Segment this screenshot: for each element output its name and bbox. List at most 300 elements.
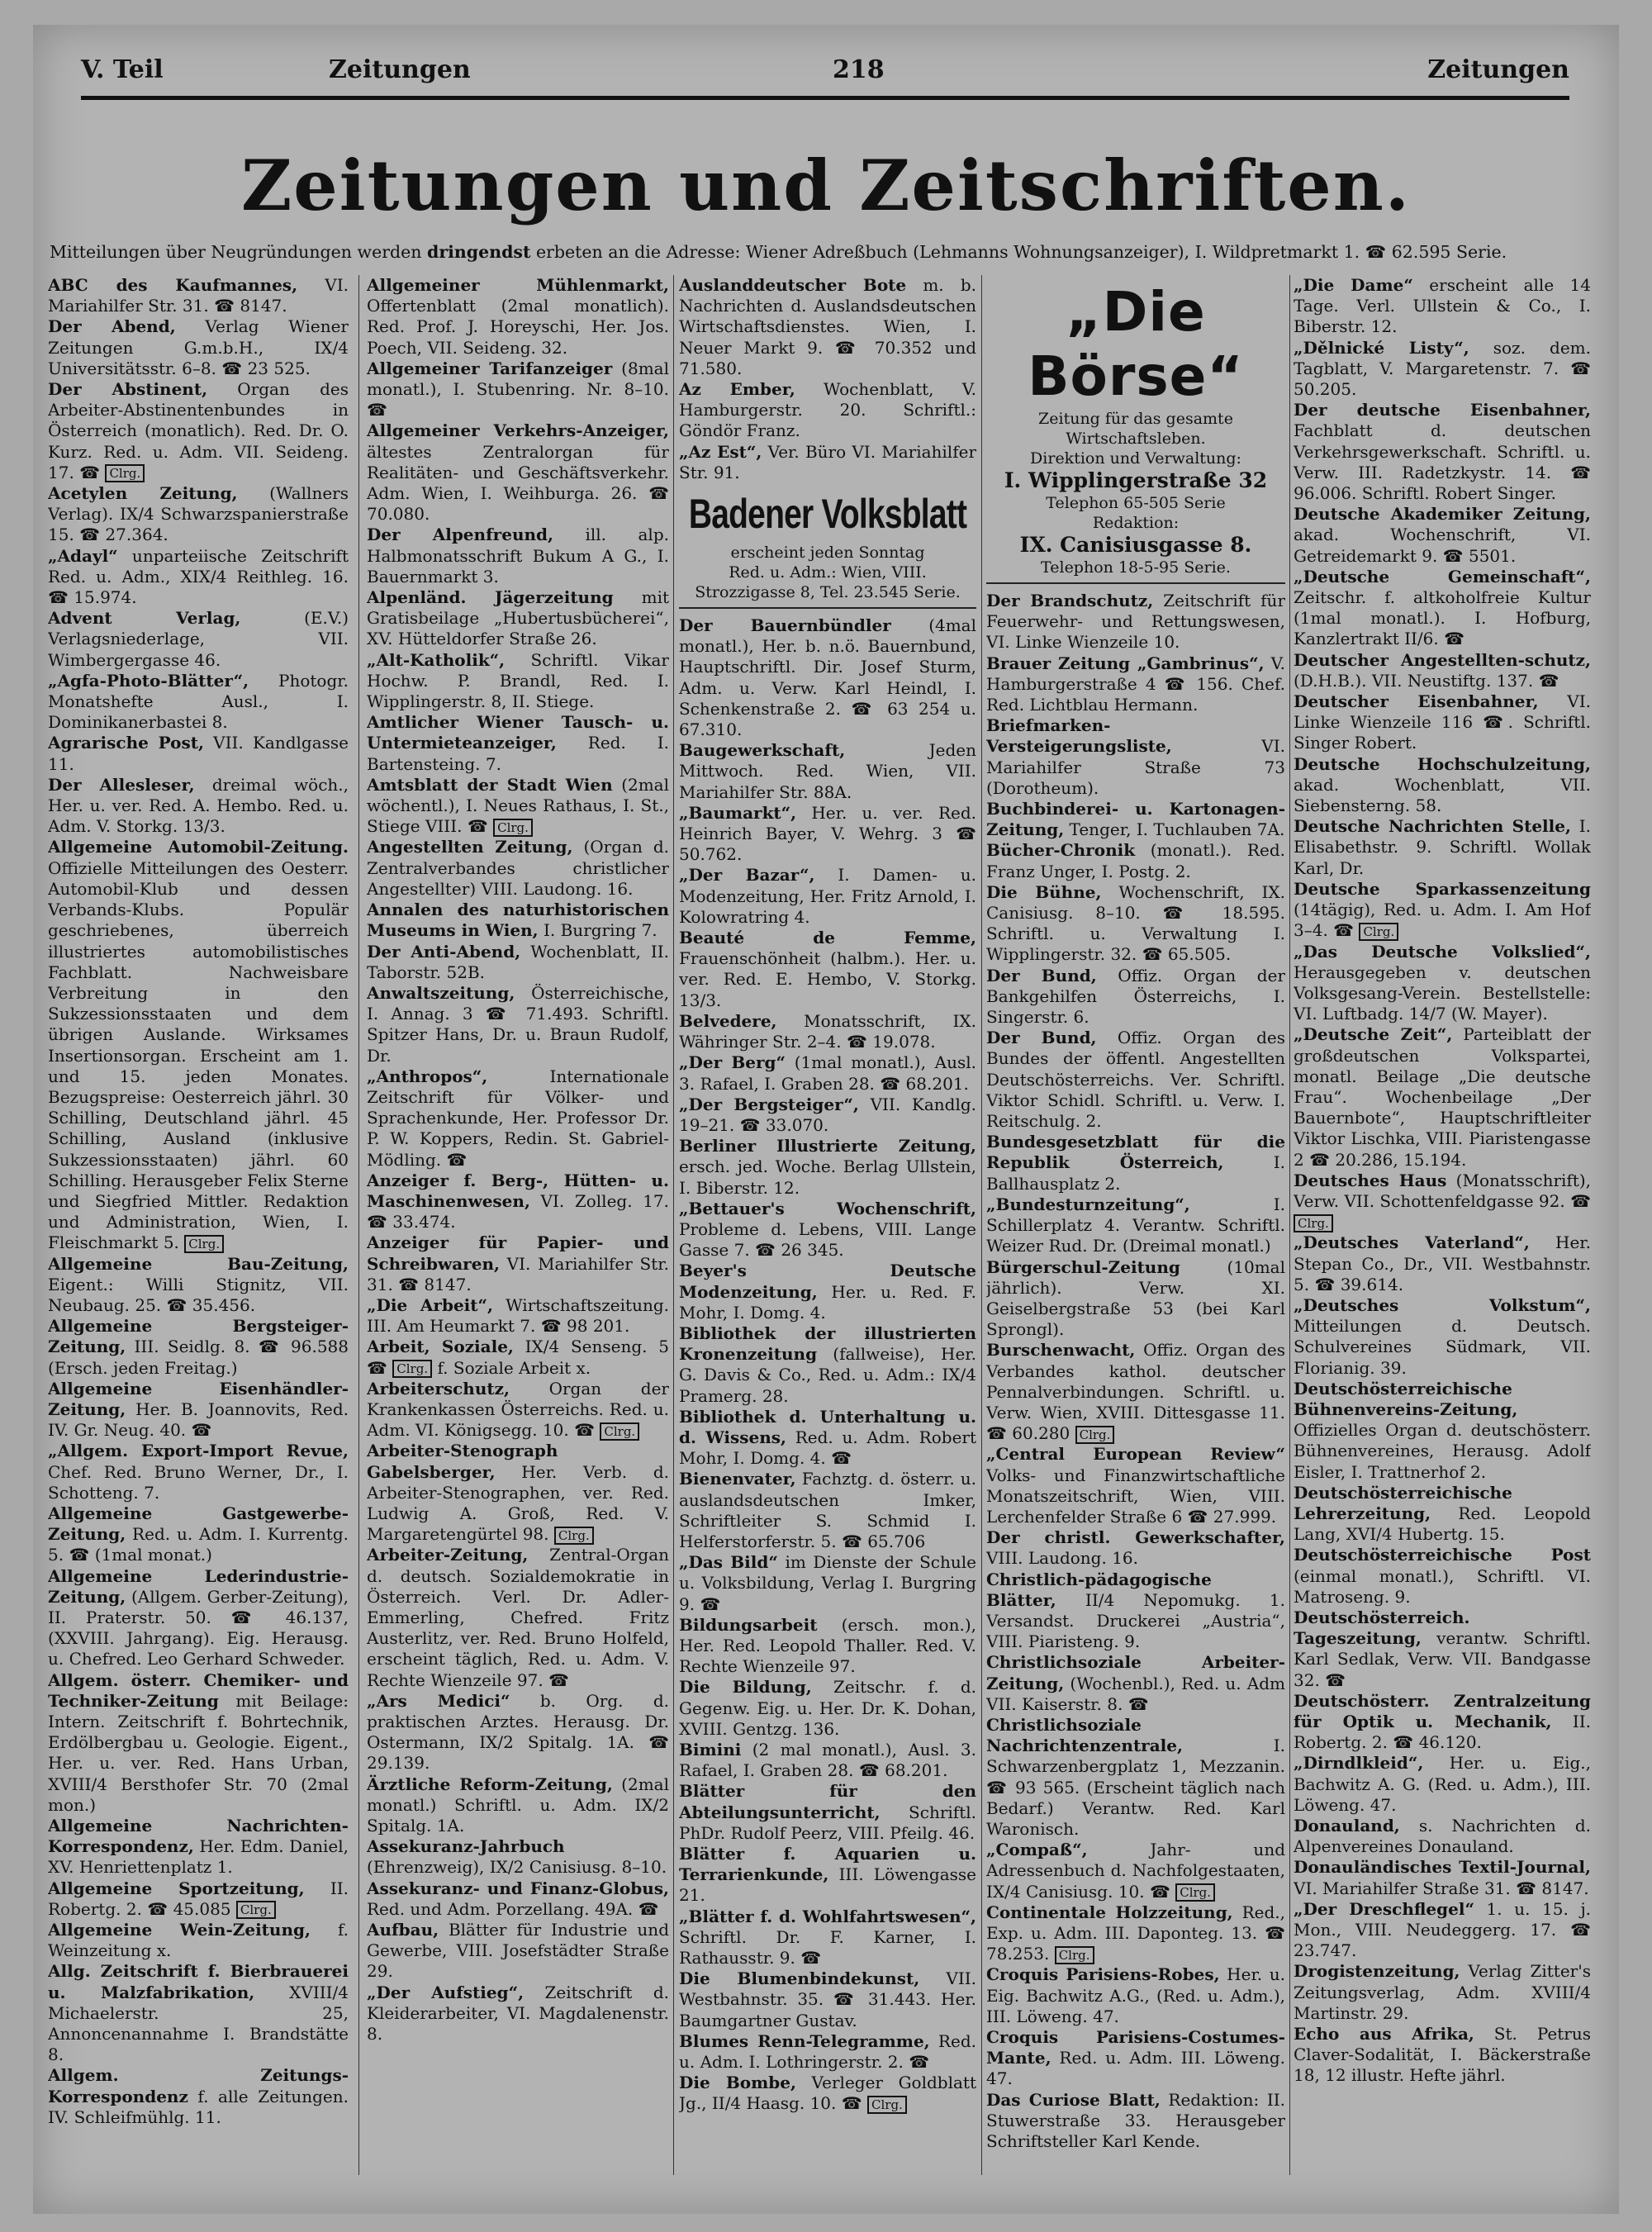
- listing-entry: [367, 1545, 669, 1690]
- listing-entry: [986, 1132, 1285, 1194]
- listing-entry: [48, 1961, 349, 2065]
- ad-line-l4: Telephon 65-505 Serie: [1046, 494, 1226, 512]
- listing-details: III. Löwengasse 21.: [679, 1864, 976, 1906]
- listing-entry: [1294, 691, 1591, 754]
- listing-entry: [367, 1295, 669, 1337]
- listing-title: „Adayl“: [48, 545, 118, 566]
- listing-title: „Deutsche Gemeinschaft“,: [1294, 566, 1591, 586]
- listing-details: Volks- und Finanzwirtschaftliche Monatszeitschrift, Wien, VIII. Lerchenfelder Straße 6 ☎ 27.999.: [986, 1465, 1285, 1527]
- listing-details: (einmal monatl.), Schriftl. VI. Matroseng. 9.: [1294, 1565, 1591, 1607]
- listing-title: Anwaltszeitung,: [367, 982, 515, 1003]
- listing-title: Blätter f. Aquarien u. Terrarienkunde,: [679, 1844, 976, 1885]
- listing-details: f. Weinzeitung x.: [48, 1920, 349, 1961]
- listing-entry: [986, 1715, 1285, 1840]
- listing-title: Bundesgesetzblatt für die Republik Österreich,: [986, 1132, 1285, 1173]
- listing-title: Burschenwacht,: [986, 1340, 1136, 1361]
- listing-entry: [679, 1907, 976, 1969]
- listing-entry: [48, 671, 349, 734]
- running-header: [81, 48, 1569, 89]
- listing-title: Deutsche Hochschulzeitung,: [1294, 753, 1591, 774]
- listing-details: Eigent.: Willi Stignitz, VII. Neubaug. 25. ☎ 35.456.: [48, 1274, 349, 1315]
- listing-details: VI. Mariahilfer Str. 31. ☎ 8147.: [48, 275, 349, 316]
- listing-title: „Dělnické Listy“,: [1294, 337, 1469, 358]
- clearing-badge: Clrg.: [105, 464, 145, 482]
- listing-details: Verlag Zitter's Zeitungsverlag, Adm. XVIII/4 Martinstr. 29.: [1294, 1961, 1591, 2023]
- listing-details: verantw. Schriftl. Karl Sedlak, Verw. VII. Bandgasse 32. ☎: [1294, 1628, 1591, 1690]
- listing-title: Die Bühne,: [986, 881, 1102, 902]
- submission-notice: [50, 242, 1615, 262]
- listing-title: Deutsche Nachrichten Stelle,: [1294, 816, 1571, 837]
- listing-entry: [679, 1469, 976, 1552]
- listing-details: s. Nachrichten d. Alpenvereines Donauland.: [1294, 1816, 1591, 1857]
- listing-details: IX/4 Senseng. 5 ☎: [367, 1337, 669, 1378]
- listing-details: Red., Exp. u. Adm. III. Daponteg. 13. ☎ 78.253.: [986, 1902, 1285, 1964]
- listing-entry: [367, 1691, 669, 1774]
- section-label-left: Zeitungen: [329, 55, 471, 84]
- listing-entry: [679, 1407, 976, 1470]
- listing-title: „Die Arbeit“,: [367, 1294, 493, 1315]
- listing-title: Christlich-pädagogische Blätter,: [986, 1569, 1212, 1610]
- listing-details: (2mal wöchentl.), I. Neues Rathaus, I. St., Stiege VIII. ☎: [367, 774, 669, 837]
- listing-entry: [679, 2073, 976, 2114]
- listing-entry: [986, 2027, 1285, 2090]
- listing-title: Der Bund,: [986, 1028, 1097, 1048]
- listing-entry: [367, 275, 669, 359]
- listing-details: ersch. jed. Woche. Berlag Ullstein, I. Biberstr. 12.: [679, 1156, 976, 1198]
- listing-title: Bienenvater,: [679, 1469, 796, 1489]
- listing-title: Berliner Illustrierte Zeitung,: [679, 1136, 976, 1156]
- listing-entry: [986, 1652, 1285, 1715]
- listing-entry: [48, 546, 349, 609]
- listing-entry: [986, 1527, 1285, 1569]
- listing-details: St. Petrus Claver-Sodalität, I. Bäckerstraße 18, 12 illustr. Hefte jährl.: [1294, 2024, 1591, 2086]
- listing-entry: [48, 1920, 349, 1961]
- listing-title: Der deutsche Eisenbahner,: [1294, 400, 1591, 420]
- listing-title: Bildungsarbeit: [679, 1614, 818, 1635]
- listing-details: (1mal monatl.), Ausl. 3. Rafael, I. Graben 28. ☎ 68.201.: [679, 1052, 976, 1094]
- listing-details: I. Schillerplatz 4. Verantw. Schriftl. Weizer Rud. Dr. (Dreimal monatl.): [986, 1194, 1285, 1256]
- listing-title: Allgemeine Automobil-Zeitung.: [48, 837, 349, 857]
- listing-details: Her. u. Eig. Bachwitz A.G., (Red. u. Adm.), III. Löweng. 47.: [986, 1964, 1285, 2026]
- listing-entry: [1294, 942, 1591, 1025]
- listing-entry: [367, 525, 669, 587]
- ad-line-l3: I. Wipplingerstraße 32: [1004, 468, 1268, 492]
- listing-entry: [1294, 275, 1591, 338]
- listing-entry: [367, 712, 669, 775]
- listing-details: Wochenschrift, IX. Canisiusg. 8–10. ☎ 18.595. Schriftl. u. Verwaltung I. Wipplingerstr. 32. ☎ 65.505.: [986, 881, 1285, 965]
- ad-title: „Die Börse“: [1028, 280, 1244, 408]
- listing-entry: [1294, 1816, 1591, 1857]
- listing-details: Zeitschr. f. altkoholfreie Kultur (1mal monatl.). I. Hofburg, Kanzlertrakt II/6. ☎: [1294, 587, 1591, 649]
- listing-entry: [1294, 1379, 1591, 1483]
- listing-entry: [367, 420, 669, 525]
- listing-details: Photogr. Monatshefte Ausl., I. Dominikanerbastei 8.: [48, 670, 349, 733]
- listing-title: Allgemeine Gastgewerbe-Zeitung,: [48, 1503, 349, 1545]
- listing-details: VI. Zolleg. 17. ☎ 33.474.: [367, 1190, 669, 1232]
- listing-entry: [1294, 816, 1591, 879]
- listing-title: Croquis Parisiens-Robes,: [986, 1964, 1220, 1985]
- listing-details: Wochenblatt, II. Taborstr. 52B.: [367, 941, 669, 982]
- listing-entry: [48, 837, 349, 1253]
- listing-entry: [679, 1781, 976, 1844]
- listing-title: Baugewerkschaft,: [679, 740, 846, 761]
- listing-entry: [1294, 400, 1591, 504]
- listing-entry: [367, 1171, 669, 1233]
- listing-entry: [48, 775, 349, 838]
- listing-entry: [679, 1552, 976, 1615]
- part-label: V. Teil: [81, 55, 164, 84]
- listing-details: Tenger, I. Tuchlauben 7A.: [1064, 819, 1285, 840]
- listing-entry: [679, 1677, 976, 1740]
- listing-details: (fallweise), Her. G. Davis & Co., Red. u. Adm.: IX/4 Pramerg. 28.: [679, 1344, 976, 1406]
- listing-details: Ver. Büro VI. Mariahilfer Str. 91.: [679, 441, 976, 482]
- listing-details: Zentral-Organ d. deutsch. Sozialdemokratie in Österreich. Verl. Dr. Adler-Emmerling, Chefred. Fritz Austerlitz, ver. Red. Bruno Holfeld, erscheint täglich, Red. u. Adm. V. Rechte Wienzeile 97. ☎: [367, 1545, 669, 1690]
- listing-title: Alpenländ. Jägerzeitung: [367, 587, 614, 608]
- listing-details: VII. Kandlgasse 11.: [48, 733, 349, 774]
- listing-title: Belvedere,: [679, 1010, 777, 1031]
- listing-entry: [679, 1199, 976, 1261]
- listing-details: Zeitschr. f. d. Gegenw. Eig. u. Her. Dr. K. Dohan, XVIII. Gentzg. 136.: [679, 1677, 976, 1739]
- listing-entry: [48, 1254, 349, 1317]
- listing-title: Allgemeiner Verkehrs-Anzeiger,: [367, 420, 669, 441]
- listing-entry: [48, 379, 349, 483]
- listing-entry: [679, 865, 976, 928]
- listing-entry: [367, 587, 669, 650]
- listing-details: Her. B. Joannovits, Red. IV. Gr. Neug. 40. ☎: [48, 1399, 349, 1441]
- listing-entry: [679, 2031, 976, 2073]
- listing-details: Herausgegeben v. deutschen Volksgesang-Verein. Bestellstelle: VI. Luftbadg. 14/7 (W. Mayer).: [1294, 962, 1591, 1024]
- listing-title: „Bettauer's Wochenschrift,: [679, 1198, 976, 1218]
- listing-entry: [367, 1379, 669, 1441]
- listing-details: V. Hamburgerstraße 4 ☎ 156. Chef. Red. Lichtblau Hermann.: [986, 653, 1285, 715]
- listing-title: Deutsche Sparkassenzeitung: [1294, 878, 1591, 899]
- listing-entry: [367, 1983, 669, 2045]
- listing-title: „Allgem. Export-Import Revue,: [48, 1441, 349, 1461]
- listing-title: „Baumarkt“,: [679, 802, 797, 823]
- listing-entry: [1294, 1171, 1591, 1233]
- listing-title: „Deutsche Zeit“,: [1294, 1024, 1453, 1045]
- listing-title: Continentale Holzzeitung,: [986, 1902, 1233, 1922]
- listing-title: Allgem. Zeitungs-Korrespondenz: [48, 2065, 349, 2106]
- listing-entry: [367, 942, 669, 983]
- listing-entry: [1294, 1024, 1591, 1170]
- listing-details: Mitteilungen d. Deutsch. Schulvereines Südmark, VII. Florianig. 39.: [1294, 1316, 1591, 1378]
- listing-details: Her. u. ver. Red. Heinrich Bayer, V. Wehrg. 3 ☎ 50.762.: [679, 802, 976, 865]
- listing-entry: [679, 1052, 976, 1094]
- listing-title: Az Ember,: [679, 379, 795, 400]
- listing-details: Internationale Zeitschrift für Völker- und Sprachenkunde, Her. Professor Dr. P. W. Koppers, Redin. St. Gabriel-Mödling. ☎: [367, 1066, 669, 1170]
- notice-emphasis: dringendst: [426, 242, 531, 262]
- listing-title: Deutschösterreichische Post: [1294, 1545, 1591, 1565]
- clearing-badge: Clrg.: [493, 819, 533, 837]
- listing-details: III. Seidlg. 8. ☎ 96.588 (Ersch. jeden Freitag.): [48, 1337, 349, 1378]
- clearing-badge: Clrg.: [1055, 1946, 1094, 1964]
- listing-entry: [367, 1232, 669, 1295]
- listing-title: Allgemeine Nachrichten-Korrespondenz,: [48, 1816, 349, 1857]
- listing-title: „Agfa-Photo-Blätter“,: [48, 670, 249, 691]
- listing-entry: [986, 882, 1285, 966]
- listing-title: Die Blumenbindekunst,: [679, 1968, 920, 1989]
- column-5: [1294, 275, 1591, 2087]
- listing-title: Allgemeine Lederindustrie-Zeitung,: [48, 1565, 349, 1607]
- listing-details: (10mal jährlich). Verw. XI. Geiselbergstraße 53 (bei Karl Sprongl).: [986, 1256, 1285, 1340]
- listing-details: Offertenblatt (2mal monatlich). Red. Prof. J. Horeyschi, Her. Jos. Poech, VII. Seideng. 32.: [367, 296, 669, 358]
- listing-entry: [367, 1441, 669, 1545]
- listing-entry: [679, 1615, 976, 1678]
- listing-entry: [367, 983, 669, 1066]
- listing-details: VII. Kandlg. 19–21. ☎ 33.070.: [679, 1094, 976, 1135]
- clearing-badge: Clrg.: [184, 1235, 224, 1253]
- listing-entry: [1294, 1961, 1591, 2024]
- listing-title: Buchbinderei- u. Kartonagen-Zeitung,: [986, 799, 1285, 840]
- listing-entry: [986, 1444, 1285, 1527]
- listing-details: VI. Linke Wienzeile 116 ☎. Schriftl. Singer Robert.: [1294, 691, 1591, 753]
- listing-details: VI. Mariahilfer Straße 31. ☎ 8147.: [1294, 1878, 1589, 1898]
- listing-details: Offizielles Organ d. deutschösterr. Bühnenvereines, Herausg. Adolf Eisler, I. Trattnerhof 2.: [1294, 1420, 1591, 1482]
- listing-details: Schriftl. Dr. F. Karner, I. Rathausstr. 9. ☎: [679, 1926, 976, 1968]
- column-divider: [1289, 275, 1290, 2175]
- listing-title: Amtlicher Wiener Tausch- u. Untermieteanzeiger,: [367, 712, 669, 753]
- listing-details: Probleme d. Lebens, VIII. Lange Gasse 7. ☎ 26 345.: [679, 1218, 976, 1261]
- listing-details: akad. Wochenschrift, VI. Getreidemarkt 9. ☎ 5501.: [1294, 525, 1591, 566]
- listing-title: „Dirndlkleid“,: [1294, 1753, 1424, 1774]
- listing-details: Jahr- und Adressenbuch d. Nachfolgestaaten, IX/4 Canisiusg. 10. ☎: [986, 1840, 1285, 1902]
- listing-entry: [48, 316, 349, 379]
- column-divider: [673, 275, 674, 2175]
- listing-title: Allgemeine Sportzeitung,: [48, 1878, 305, 1898]
- listing-details: VI. Mariahilfer Straße 73 (Dorotheum).: [986, 736, 1285, 798]
- listing-title: Beyer's Deutsche Modenzeitung,: [679, 1261, 976, 1302]
- listing-details: I. Ballhausplatz 2.: [986, 1152, 1285, 1194]
- listing-title: Christlichsoziale Arbeiter-Zeitung,: [986, 1652, 1285, 1693]
- listing-title: Anzeiger für Papier- und Schreibwaren,: [367, 1232, 669, 1274]
- listing-title: Deutschösterreichische Lehrerzeitung,: [1294, 1482, 1512, 1523]
- listing-title: „Der Bergsteiger“,: [679, 1094, 859, 1114]
- listing-entry: [1294, 338, 1591, 401]
- listing-title: Allgemeine Bau-Zeitung,: [48, 1253, 349, 1274]
- listing-details: Wirtschaftszeitung. III. Am Heumarkt 7. ☎ 98 201.: [367, 1294, 669, 1337]
- listing-title: „Deutsches Volkstum“,: [1294, 1294, 1591, 1315]
- listing-title: Auslanddeutscher Bote: [679, 275, 907, 295]
- listing-entry: [986, 1194, 1285, 1257]
- ad-address: Red. u. Adm.: Wien, VIII. Strozzigasse 8, Tel. 23.545 Serie.: [695, 563, 961, 602]
- listing-entry: [679, 740, 976, 803]
- listing-details: 1. u. 15. j. Mon., VIII. Neudeggerg. 17. ☎ 23.747.: [1294, 1898, 1591, 1961]
- listing-details: (Wallners Verlag). IX/4 Schwarzspanierstraße 15. ☎ 27.364.: [48, 483, 349, 545]
- listing-details: I. Schwarzenbergplatz 1, Mezzanin. ☎ 93 565. (Erscheint täglich nach Bedarf.) Verantw. Red. Karl Waronisch.: [986, 1736, 1285, 1839]
- listing-details: (E.V.) Verlagsniederlage, VII. Wimbergergasse 46.: [48, 608, 349, 670]
- clearing-badge: Clrg.: [1075, 1426, 1115, 1444]
- listing-title: ABC des Kaufmannes,: [48, 275, 298, 295]
- listing-title: Das Curiose Blatt,: [986, 2089, 1161, 2110]
- column-4: [986, 275, 1285, 2152]
- listing-details: II. Robertg. 2. ☎ 46.120.: [1294, 1712, 1591, 1753]
- listing-title: „Das Bild“: [679, 1552, 778, 1573]
- listing-details: Organ der Krankenkassen Österreichs. Red. u. Adm. VI. Königsegg. 10. ☎: [367, 1378, 669, 1441]
- ad-line-l1: Zeitung für das gesamte Wirtschaftsleben.: [1038, 410, 1233, 448]
- listing-details: (Allgem. Gerber-Zeitung), II. Praterstr. 50. ☎ 46.137, (XXVIII. Jahrgang). Eig. Herausg. u. Chefred. Leo Gerhard Schweder.: [48, 1586, 349, 1669]
- column-3: [679, 275, 976, 2115]
- column-divider: [358, 275, 359, 2175]
- listing-details: dreimal wöch., Her. u. ver. Red. A. Hembo. Red. u. Adm. V. Storkg. 13/3.: [48, 774, 349, 837]
- listing-details: (monatl.). Red. Franz Unger, I. Postg. 2.: [986, 840, 1285, 881]
- listing-entry: [367, 1337, 669, 1378]
- listing-title: Assekuranz-Jahrbuch: [367, 1836, 565, 1857]
- listing-entry: [1294, 1857, 1591, 1898]
- advertisement-die-boerse: [986, 280, 1285, 584]
- listing-title: „Das Deutsche Volkslied“,: [1294, 941, 1591, 962]
- listing-entry: [367, 1774, 669, 1837]
- listing-title: Die Bildung,: [679, 1677, 812, 1698]
- listing-entry: [48, 1441, 349, 1503]
- listing-details: (D.H.B.). VII. Neustiftg. 137. ☎: [1294, 670, 1559, 691]
- listing-entry: [367, 650, 669, 713]
- listing-entry: [48, 1878, 349, 1920]
- listing-title: Allg. Zeitschrift f. Bierbrauerei u. Malzfabrikation,: [48, 1961, 349, 2002]
- ad-subtitle: erscheint jeden Sonntag: [730, 544, 925, 563]
- listing-details: VII. Westbahnstr. 35. ☎ 31.443. Her. Baumgartner Gustav.: [679, 1968, 976, 2030]
- listing-details: II. Robertg. 2. ☎ 45.085: [48, 1878, 349, 1919]
- listing-entry: [1294, 754, 1591, 817]
- listing-entry: [48, 1670, 349, 1816]
- listing-title: Anzeiger f. Berg-, Hütten- u. Maschinenwesen,: [367, 1170, 669, 1211]
- advertisement-badener-volksblatt: [679, 488, 976, 609]
- listing-entry: [48, 1316, 349, 1379]
- column-divider: [981, 275, 982, 2175]
- listing-details: Schriftl. PhDr. Rudolf Peerz, VIII. Pfeilg. 46.: [679, 1802, 976, 1843]
- listing-title: „Der Aufstieg“,: [367, 1982, 525, 2002]
- listing-title: Blätter für den Abteilungsunterricht,: [679, 1781, 976, 1822]
- listing-entry: [367, 837, 669, 900]
- listing-entry: [679, 1740, 976, 1781]
- listing-entry: [986, 840, 1285, 881]
- listing-title: Allgem. österr. Chemiker- und Techniker-Zeitung: [48, 1669, 349, 1711]
- listing-details: (ersch. mon.), Her. Red. Leopold Thaller. Red. V. Rechte Wienzeile 97.: [679, 1614, 976, 1677]
- listing-details: I. Elisabethstr. 9. Schriftl. Wollak Karl, Dr.: [1294, 816, 1591, 878]
- listing-title: Deutschösterreich. Tageszeitung,: [1294, 1608, 1470, 1649]
- listing-details: (4mal monatl.), Her. b. n.ö. Bauernbund, Hauptschriftl. Dir. Josef Sturm, Adm. u. Verw. Karl Heindl, I. Schenkenstraße 2. ☎ 63 254 u. 67.310.: [679, 615, 976, 740]
- listing-title: „Blätter f. d. Wohlfahrtswesen“,: [679, 1906, 976, 1926]
- listing-title: Der Abend,: [48, 316, 176, 337]
- listing-entry: [48, 608, 349, 671]
- listing-entry: [679, 1323, 976, 1407]
- listing-details: Offiz. Organ der Bankgehilfen Österreichs, I. Singerstr. 6.: [986, 965, 1285, 1028]
- listing-entry: [48, 1816, 349, 1878]
- listing-entry: [48, 733, 349, 774]
- listing-details: Blätter für Industrie und Gewerbe, VIII. Josefstädter Straße 29.: [367, 1920, 669, 1982]
- listing-details: Redaktion: II. Stuwerstraße 33. Herausgeber Schriftsteller Karl Kende.: [986, 2089, 1285, 2152]
- listing-entry: [986, 591, 1285, 653]
- listing-details: unparteiische Zeitschrift Red. u. Adm., XIX/4 Reithleg. 16. ☎ 15.974.: [48, 545, 349, 608]
- listing-details: soz. dem. Tagblatt, V. Margaretenstr. 7. ☎ 50.205.: [1294, 337, 1591, 400]
- listing-entry: [679, 379, 976, 442]
- listing-entry: [679, 615, 976, 740]
- listing-entry: [986, 1964, 1285, 2027]
- listing-title: Der Allesleser,: [48, 774, 195, 795]
- listing-entry: [679, 1261, 976, 1323]
- listing-details: Her. u. Red. F. Mohr, I. Domg. 4.: [679, 1281, 976, 1323]
- listing-entry: [986, 966, 1285, 1028]
- listing-entry: [1294, 2024, 1591, 2087]
- listing-title: Arbeiter-Zeitung,: [367, 1545, 529, 1565]
- listing-title: Der Alpenfreund,: [367, 525, 553, 545]
- listing-details: Offiz. Organ des Bundes der öffentl. Angestellten Deutschösterreichs. Ver. Schriftl. Viktor Schidl. Schriftl. u. Verw. I. Reitschulg. 2.: [986, 1028, 1285, 1132]
- listing-details-cont: f. Soziale Arbeit x.: [432, 1357, 591, 1378]
- listing-title: Acetylen Zeitung,: [48, 483, 238, 504]
- listing-entry: [1294, 1545, 1591, 1608]
- listing-title: Der Brandschutz,: [986, 591, 1154, 610]
- ad-line-l5: Redaktion:: [1092, 514, 1180, 532]
- listing-details: Organ des Arbeiter-Abstinentenbundes in Österreich (monatlich). Red. Dr. O. Kurz. Red. u. Adm. VII. Seideng. 17. ☎: [48, 379, 349, 482]
- listing-title: Allgemeiner Mühlenmarkt,: [367, 275, 669, 295]
- ad-title: Badener Volksblatt: [688, 491, 967, 538]
- listing-details: Red. u. Adm. III. Löweng. 47.: [986, 2048, 1285, 2089]
- listing-details: XVIII/4 Michaelerstr. 25, Annoncenannahme I. Brandstätte 8.: [48, 1982, 349, 2065]
- listing-details: Verleger Goldblatt Jg., II/4 Haasg. 10. ☎: [679, 2073, 976, 2114]
- listing-title: Arbeit, Soziale,: [367, 1337, 514, 1357]
- listing-title: Allgemeine Eisenhändler-Zeitung,: [48, 1378, 349, 1419]
- listing-details: mit Gratisbeilage „Hubertusbücherei“, XV. Hütteldorfer Straße 26.: [367, 587, 669, 649]
- listing-details: Her. Stepan Co., Dr., VII. Westbahnstr. 5. ☎ 39.614.: [1294, 1232, 1591, 1294]
- listing-details: ill. alp. Halbmonatsschrift Bukum A G., I. Bauernmarkt 3.: [367, 525, 669, 586]
- listing-title: Arbeiterschutz,: [367, 1378, 510, 1399]
- listing-entry: [1294, 1753, 1591, 1816]
- listing-title: „Compaß“,: [986, 1840, 1088, 1860]
- listing-entry: [986, 1840, 1285, 1902]
- listing-title: Bibliothek der illustrierten Kronenzeitung: [679, 1323, 976, 1365]
- listing-entry: [1294, 1295, 1591, 1379]
- listing-title: Allgemeiner Tarifanzeiger: [367, 358, 613, 378]
- clearing-badge: Clrg.: [600, 1422, 639, 1441]
- listing-entry: [367, 359, 669, 421]
- listing-entry: [367, 1920, 669, 1983]
- listing-details: Fachblatt d. deutschen Verkehrsgewerkschaft. Schriftl. u. Verw. III. Radetzkystr. 14. ☎ 96.006. Schriftl. Robert Singer.: [1294, 420, 1591, 504]
- listing-title: Deutschösterreichische Bühnenvereins-Zeitung,: [1294, 1378, 1518, 1419]
- listing-title: Der Anti-Abend,: [367, 941, 521, 962]
- listing-title: Croquis Parisiens-Costumes-Mante,: [986, 2027, 1285, 2068]
- listing-title: „Alt-Katholik“,: [367, 649, 506, 670]
- listing-title: Allgemeine Wein-Zeitung,: [48, 1920, 311, 1940]
- listing-title: Christlichsoziale Nachrichtenzentrale,: [986, 1714, 1183, 1756]
- listing-details: Österreichische, I. Annag. 3 ☎ 71.493. Schriftl. Spitzer Hans, Dr. u. Braun Rudolf, Dr.: [367, 982, 669, 1066]
- listing-details: Her. u. Eig., Bachwitz A. G. (Red. u. Adm.), III. Löweng. 47.: [1294, 1753, 1591, 1815]
- listing-entry: [367, 900, 669, 941]
- listing-title: Deutscher Angestellten-schutz,: [1294, 649, 1591, 670]
- listing-title: Donauländisches Textil-Journal,: [1294, 1857, 1591, 1878]
- listing-entry: [48, 483, 349, 546]
- listing-title: Deutsches Haus: [1294, 1170, 1447, 1190]
- listing-title: Bimini: [679, 1740, 742, 1759]
- listing-title: Der Bauernbündler: [679, 615, 891, 636]
- listing-title: Der christl. Gewerkschafter,: [986, 1527, 1285, 1548]
- listing-entry: [679, 928, 976, 1011]
- listing-entry: [679, 803, 976, 866]
- listing-title: „Az Est“,: [679, 441, 762, 462]
- listing-details: Red. u. Adm. I. Kurrentg. 5. ☎ (1mal monat.): [48, 1524, 349, 1565]
- listing-details: m. b. Nachrichten d. Auslandsdeutschen Wirtschaftsdienstes. Wien, I. Neuer Markt 9. ☎ 70.352 und 71.580.: [679, 275, 976, 378]
- listing-details: (Wochenbl.), Red. u. Adm VII. Kaiserstr. 8. ☎: [986, 1673, 1285, 1714]
- listing-details: Her. Verb. d. Arbeiter-Stenographen, ver. Red. Ludwig A. Groß, Red. V. Margaretengürtel 98.: [367, 1461, 669, 1545]
- listing-title: „Ars Medici“: [367, 1690, 510, 1711]
- listing-entry: [986, 1257, 1285, 1341]
- listing-details: erscheint alle 14 Tage. Verl. Ullstein & Co., I. Biberstr. 12.: [1294, 275, 1591, 337]
- listing-details: Red. und Adm. Porzellang. 49A. ☎: [367, 1898, 659, 1919]
- listing-entry: [986, 715, 1285, 799]
- clearing-badge: Clrg.: [236, 1901, 276, 1919]
- listing-entry: [679, 275, 976, 379]
- listing-details: mit Beilage: Intern. Zeitschrift f. Bohrtechnik, Erdölbergbau u. Geologie. Eigent., Her. u. ver. Red. Hans Urban, XVIII/4 Bersthofer Str. 70 (2mal mon.): [48, 1690, 349, 1815]
- ad-line-l2: Direktion und Verwaltung:: [1030, 449, 1241, 468]
